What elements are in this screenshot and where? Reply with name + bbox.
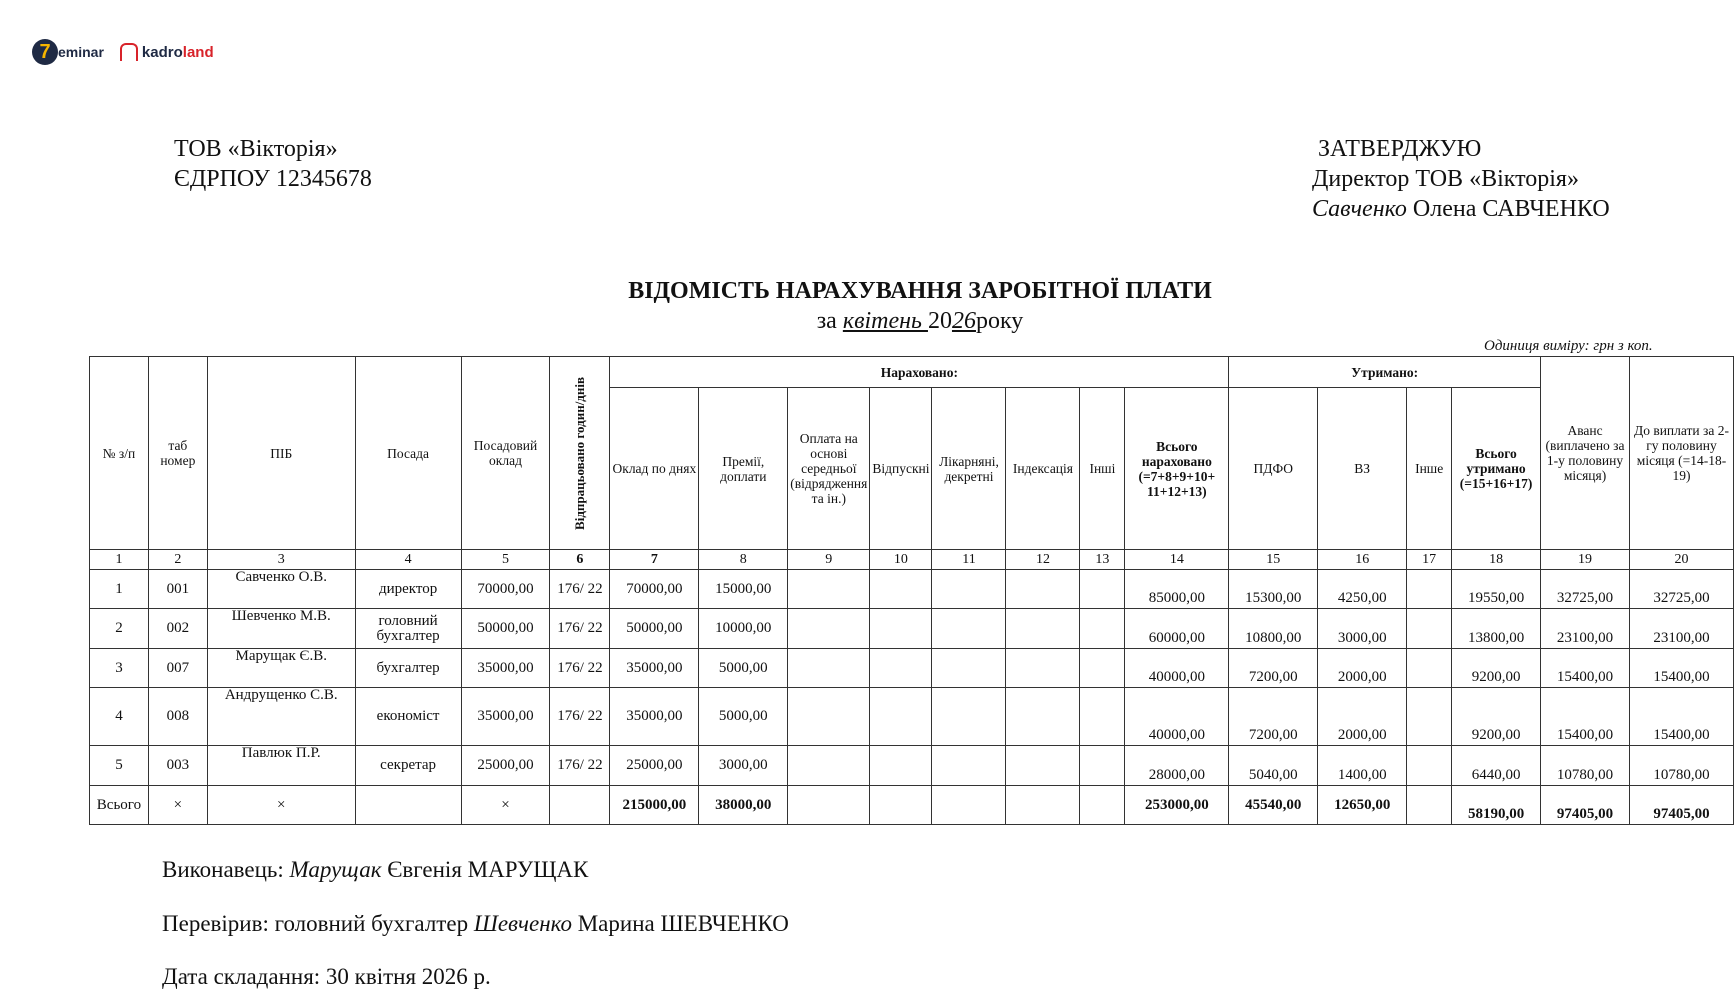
column-number: 2 xyxy=(148,550,207,570)
cell-name: Савченко О.В. xyxy=(207,570,355,609)
table-row xyxy=(90,688,1734,746)
house-icon xyxy=(120,43,138,61)
cell-tab: 007 xyxy=(148,649,207,688)
total-c14: 253000,00 xyxy=(1125,786,1229,825)
cell-position: бухгалтер xyxy=(355,649,461,688)
header-advance: Аванс (виплачено за 1-у половину місяця) xyxy=(1541,357,1630,550)
cell-c9 xyxy=(788,609,870,649)
cell-no: 4 xyxy=(90,688,149,746)
cell-c12 xyxy=(1006,570,1080,609)
seminar-logo-text: eminar xyxy=(58,44,104,60)
cell-c18: 6440,00 xyxy=(1452,746,1541,786)
total-label: Всього xyxy=(90,786,149,825)
total-empty xyxy=(870,786,932,825)
total-row xyxy=(90,786,1734,825)
approve-label: ЗАТВЕРДЖУЮ xyxy=(1318,136,1482,162)
cell-c10 xyxy=(870,570,932,609)
cell-c15: 7200,00 xyxy=(1229,688,1318,746)
cell-c7: 35000,00 xyxy=(610,649,699,688)
cell-tab: 008 xyxy=(148,688,207,746)
cell-c15: 10800,00 xyxy=(1229,609,1318,649)
total-c20: 97405,00 xyxy=(1630,786,1734,825)
cell-c14: 60000,00 xyxy=(1125,609,1229,649)
column-number: 8 xyxy=(699,550,788,570)
cell-c13 xyxy=(1080,746,1125,786)
header-name: ПІБ xyxy=(207,357,355,550)
cell-c13 xyxy=(1080,688,1125,746)
header-c14: Всього нараховано (=7+8+9+10+ 11+12+13) xyxy=(1125,388,1229,550)
total-c16: 12650,00 xyxy=(1318,786,1407,825)
column-number: 11 xyxy=(932,550,1006,570)
header-withheld: Утримано: xyxy=(1229,357,1541,388)
cell-c17 xyxy=(1407,649,1452,688)
cell-c11 xyxy=(932,746,1006,786)
table-row xyxy=(90,570,1734,609)
total-empty xyxy=(355,786,461,825)
kadroland-logo-text: kadroland xyxy=(141,43,214,61)
column-number: 6 xyxy=(550,550,610,570)
header-c15: ПДФО xyxy=(1229,388,1318,550)
cell-c12 xyxy=(1006,688,1080,746)
cell-worked: 176/ 22 xyxy=(550,570,610,609)
column-number: 13 xyxy=(1080,550,1125,570)
header-position: Посада xyxy=(355,357,461,550)
column-number: 15 xyxy=(1229,550,1318,570)
total-empty xyxy=(1407,786,1452,825)
column-number: 18 xyxy=(1452,550,1541,570)
header-c10: Відпускні xyxy=(870,388,932,550)
table-row xyxy=(90,609,1734,649)
total-x: × xyxy=(461,786,550,825)
approval-block xyxy=(1312,134,1610,224)
cell-c20: 23100,00 xyxy=(1630,609,1734,649)
cell-c15: 15300,00 xyxy=(1229,570,1318,609)
header-to-pay: До виплати за 2-гу половину місяця (=14-18-19) xyxy=(1630,357,1734,550)
cell-c9 xyxy=(788,570,870,609)
cell-c12 xyxy=(1006,746,1080,786)
executor-line: Виконавець: Марущак Євгенія МАРУЩАК xyxy=(162,857,589,882)
document-title: ВІДОМІСТЬ НАРАХУВАННЯ ЗАРОБІТНОЇ ПЛАТИ xyxy=(628,278,1212,304)
cell-c8: 10000,00 xyxy=(699,609,788,649)
total-empty xyxy=(550,786,610,825)
cell-salary: 70000,00 xyxy=(461,570,550,609)
column-number: 9 xyxy=(788,550,870,570)
table-row xyxy=(90,746,1734,786)
cell-c15: 7200,00 xyxy=(1229,649,1318,688)
column-number: 16 xyxy=(1318,550,1407,570)
cell-c10 xyxy=(870,746,932,786)
cell-c20: 32725,00 xyxy=(1630,570,1734,609)
cell-name: Марущак Є.В. xyxy=(207,649,355,688)
cell-c17 xyxy=(1407,746,1452,786)
cell-c9 xyxy=(788,649,870,688)
cell-c20: 10780,00 xyxy=(1630,746,1734,786)
cell-name: Шевченко М.В. xyxy=(207,609,355,649)
logo xyxy=(32,38,214,66)
cell-salary: 50000,00 xyxy=(461,609,550,649)
cell-c11 xyxy=(932,688,1006,746)
cell-c8: 15000,00 xyxy=(699,570,788,609)
header-c8: Премії, доплати xyxy=(699,388,788,550)
cell-c7: 25000,00 xyxy=(610,746,699,786)
cell-position: економіст xyxy=(355,688,461,746)
column-number: 4 xyxy=(355,550,461,570)
column-number-row xyxy=(90,550,1734,570)
cell-c19: 32725,00 xyxy=(1541,570,1630,609)
company-code: ЄДРПОУ 12345678 xyxy=(174,166,372,192)
total-c18: 58190,00 xyxy=(1452,786,1541,825)
cell-c18: 19550,00 xyxy=(1452,570,1541,609)
cell-c20: 15400,00 xyxy=(1630,688,1734,746)
cell-c12 xyxy=(1006,609,1080,649)
cell-no: 1 xyxy=(90,570,149,609)
cell-position: директор xyxy=(355,570,461,609)
cell-worked: 176/ 22 xyxy=(550,746,610,786)
header-c18: Всього утримано (=15+16+17) xyxy=(1452,388,1541,550)
header-worked: Відпрацьовано годин/днів xyxy=(550,357,610,550)
cell-salary: 25000,00 xyxy=(461,746,550,786)
cell-c14: 28000,00 xyxy=(1125,746,1229,786)
cell-c18: 9200,00 xyxy=(1452,649,1541,688)
cell-c16: 2000,00 xyxy=(1318,688,1407,746)
total-x: × xyxy=(207,786,355,825)
cell-name: Андрущенко С.В. xyxy=(207,688,355,746)
header-tab-number: таб номер xyxy=(148,357,207,550)
cell-c7: 35000,00 xyxy=(610,688,699,746)
cell-c17 xyxy=(1407,609,1452,649)
total-x: × xyxy=(148,786,207,825)
total-empty xyxy=(1080,786,1125,825)
cell-c8: 3000,00 xyxy=(699,746,788,786)
total-empty xyxy=(788,786,870,825)
payroll-table xyxy=(89,356,1734,825)
total-c19: 97405,00 xyxy=(1541,786,1630,825)
header-c16: ВЗ xyxy=(1318,388,1407,550)
cell-tab: 002 xyxy=(148,609,207,649)
cell-c14: 40000,00 xyxy=(1125,688,1229,746)
cell-position: секретар xyxy=(355,746,461,786)
cell-salary: 35000,00 xyxy=(461,649,550,688)
checked-line: Перевірив: головний бухгалтер Шевченко Марина ШЕВЧЕНКО xyxy=(162,911,789,936)
seminar-logo-icon: 7 xyxy=(32,39,58,65)
cell-c10 xyxy=(870,688,932,746)
total-empty xyxy=(932,786,1006,825)
cell-c16: 1400,00 xyxy=(1318,746,1407,786)
cell-tab: 003 xyxy=(148,746,207,786)
date-line: Дата складання: 30 квітня 2026 р. xyxy=(162,964,491,989)
column-number: 12 xyxy=(1006,550,1080,570)
total-c7: 215000,00 xyxy=(610,786,699,825)
column-number: 7 xyxy=(610,550,699,570)
cell-tab: 001 xyxy=(148,570,207,609)
cell-worked: 176/ 22 xyxy=(550,688,610,746)
cell-c10 xyxy=(870,609,932,649)
column-number: 1 xyxy=(90,550,149,570)
header-c13: Інші xyxy=(1080,388,1125,550)
cell-c16: 4250,00 xyxy=(1318,570,1407,609)
column-number: 17 xyxy=(1407,550,1452,570)
cell-c13 xyxy=(1080,649,1125,688)
cell-c16: 3000,00 xyxy=(1318,609,1407,649)
cell-c10 xyxy=(870,649,932,688)
cell-c17 xyxy=(1407,688,1452,746)
cell-c19: 10780,00 xyxy=(1541,746,1630,786)
header-c7: Оклад по днях xyxy=(610,388,699,550)
cell-c12 xyxy=(1006,649,1080,688)
cell-c19: 15400,00 xyxy=(1541,688,1630,746)
cell-c20: 15400,00 xyxy=(1630,649,1734,688)
header-c12: Індексація xyxy=(1006,388,1080,550)
company-name: ТОВ «Вікторія» xyxy=(174,136,338,162)
cell-no: 5 xyxy=(90,746,149,786)
column-number: 3 xyxy=(207,550,355,570)
header-accrued: Нараховано: xyxy=(610,357,1229,388)
director-title: Директор ТОВ «Вікторія» xyxy=(1312,166,1579,192)
table-row xyxy=(90,649,1734,688)
cell-c18: 9200,00 xyxy=(1452,688,1541,746)
cell-c15: 5040,00 xyxy=(1229,746,1318,786)
header-c9: Оплата на основі середньої (відрядження та ін.) xyxy=(788,388,870,550)
cell-c13 xyxy=(1080,570,1125,609)
cell-c19: 23100,00 xyxy=(1541,609,1630,649)
cell-c19: 15400,00 xyxy=(1541,649,1630,688)
director-signature: Савченко Олена САВЧЕНКО xyxy=(1312,196,1610,222)
column-number: 5 xyxy=(461,550,550,570)
header-c17: Інше xyxy=(1407,388,1452,550)
cell-c8: 5000,00 xyxy=(699,649,788,688)
cell-no: 2 xyxy=(90,609,149,649)
column-number: 10 xyxy=(870,550,932,570)
cell-c9 xyxy=(788,746,870,786)
unit-note: Одиниця виміру: грн з коп. xyxy=(1484,338,1653,354)
cell-worked: 176/ 22 xyxy=(550,649,610,688)
column-number: 19 xyxy=(1541,550,1630,570)
cell-c9 xyxy=(788,688,870,746)
cell-c11 xyxy=(932,649,1006,688)
cell-salary: 35000,00 xyxy=(461,688,550,746)
cell-c11 xyxy=(932,609,1006,649)
cell-no: 3 xyxy=(90,649,149,688)
cell-c18: 13800,00 xyxy=(1452,609,1541,649)
cell-c11 xyxy=(932,570,1006,609)
total-c8: 38000,00 xyxy=(699,786,788,825)
cell-worked: 176/ 22 xyxy=(550,609,610,649)
cell-c16: 2000,00 xyxy=(1318,649,1407,688)
total-c15: 45540,00 xyxy=(1229,786,1318,825)
cell-c8: 5000,00 xyxy=(699,688,788,746)
cell-name: Павлюк П.Р. xyxy=(207,746,355,786)
cell-c17 xyxy=(1407,570,1452,609)
header-salary: Посадовий оклад xyxy=(461,357,550,550)
cell-position: головний бухгалтер xyxy=(355,609,461,649)
column-number: 14 xyxy=(1125,550,1229,570)
company-block xyxy=(174,134,372,194)
cell-c7: 70000,00 xyxy=(610,570,699,609)
total-empty xyxy=(1006,786,1080,825)
column-number: 20 xyxy=(1630,550,1734,570)
cell-c14: 85000,00 xyxy=(1125,570,1229,609)
cell-c14: 40000,00 xyxy=(1125,649,1229,688)
document-period: за квітень 2026року xyxy=(816,308,1024,334)
cell-c13 xyxy=(1080,609,1125,649)
header-c11: Лікарняні, декретні xyxy=(932,388,1006,550)
header-no: № з/п xyxy=(90,357,149,550)
cell-c7: 50000,00 xyxy=(610,609,699,649)
